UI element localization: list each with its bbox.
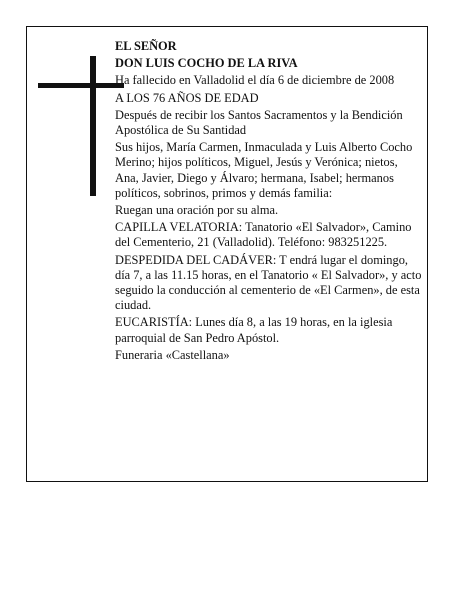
cross-icon-crossbar	[38, 83, 124, 88]
title-line-1: EL SEÑOR	[115, 39, 177, 53]
obituary-notice	[26, 26, 428, 482]
family-list: Sus hijos, María Carmen, Inmaculada y Luis Alberto Cocho Merino; hijos políticos, Miguel, Jesús y Verónica; nietos, Ana, Javier, Diego y Álvaro; hermana, Isabel; hermanos políticos, sobrinos, primos y demás familia:	[115, 140, 413, 200]
funeral-home: Funeraria «Castellana»	[115, 347, 230, 362]
age-line: A LOS 76 AÑOS DE EDAD	[115, 90, 259, 105]
eucharist-info: EUCARISTÍA: Lunes día 8, a las 19 horas, en la iglesia parroquial de San Pedro Apóstol.	[115, 315, 393, 345]
death-info: Ha fallecido en Valladolid el día 6 de diciembre de 2008	[115, 73, 395, 88]
farewell-info: DESPEDIDA DEL CADÁVER: T endrá lugar el domingo, día 7, a las 11.15 horas, en el Tanatorio « El Salvador», y acto seguido la conducción al cementerio de «El Carmen», de esta ciudad.	[115, 252, 422, 313]
cross-icon	[90, 56, 96, 196]
prayer-request: Ruegan una oración por su alma.	[115, 203, 279, 218]
chapel-info: CAPILLA VELATORIA: Tanatorio «El Salvador», Camino del Cementerio, 21 (Valladolid). Teléfono: 983251225.	[115, 220, 412, 250]
deceased-name: DON LUIS COCHO DE LA RIVA	[115, 56, 298, 71]
obituary-text	[115, 39, 423, 365]
sacraments-line: Después de recibir los Santos Sacramentos y la Bendición Apostólica de Su Santidad	[115, 107, 403, 138]
